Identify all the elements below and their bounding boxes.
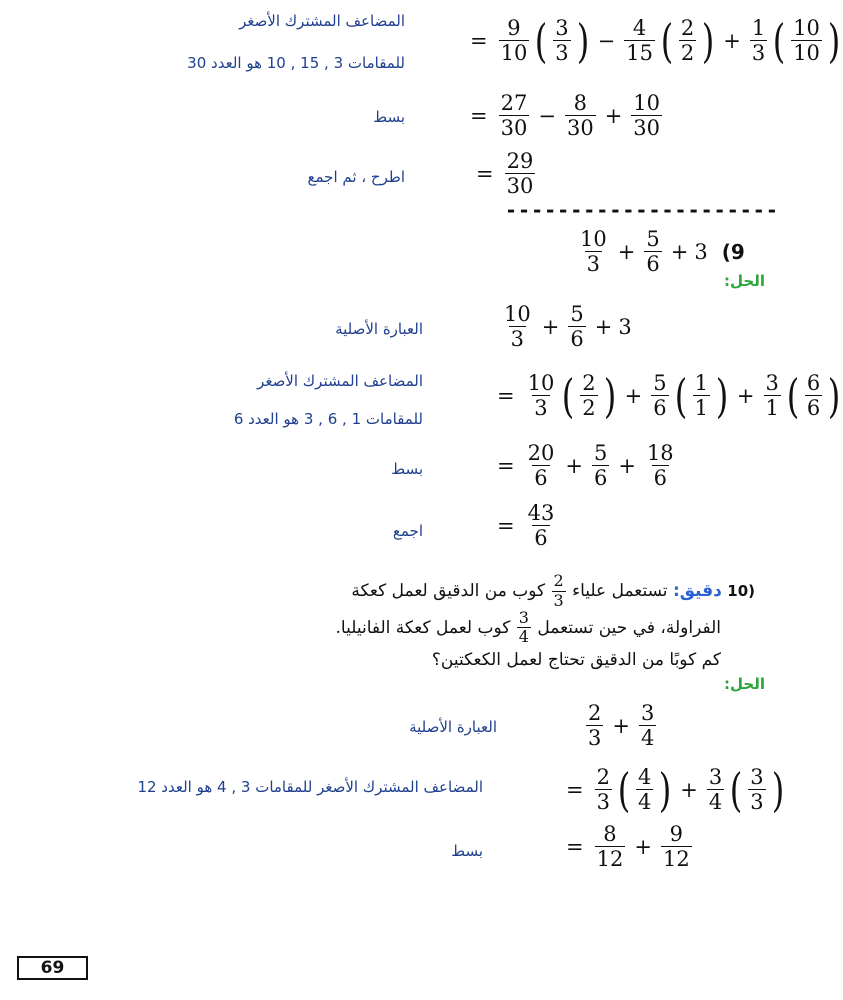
lcm-note-full: المضاعف المشترك الأصغر للمقامات 3 , 4 هو العدد 12 — [137, 778, 483, 796]
parenthesized-fraction: ( $\frac{3}{3}$ ) — [729, 762, 784, 817]
parenthesized-fraction: ( $\frac{3}{3}$ ) — [535, 13, 589, 68]
lcm-note-detail: للمقامات 3 , 15 , 10 هو العدد 30 — [187, 54, 405, 72]
fraction: $\frac{2}{3}$ — [588, 701, 602, 751]
operator: + — [618, 453, 636, 478]
add-note: اجمع — [392, 522, 423, 540]
lcm-note-title: المضاعف المشترك الأصغر — [257, 372, 423, 390]
fraction: $\frac{5}{6}$ — [593, 441, 608, 491]
fraction: $\frac{5}{6}$ — [653, 371, 667, 421]
lcm-note-title: المضاعف المشترك الأصغر — [239, 12, 405, 30]
problem10-solution-label: الحل: — [724, 675, 765, 693]
expr-simplified — [470, 92, 665, 139]
simplify-note: بسط — [451, 842, 483, 860]
fraction: $\frac{4}{15}$ — [626, 16, 653, 66]
multiplier-fraction: $\frac{3}{3}$ — [750, 765, 764, 815]
problem9-step2 — [497, 368, 843, 423]
fraction: $\frac{10}{3}$ — [527, 371, 555, 421]
operator: + — [680, 777, 698, 802]
operator: + — [624, 383, 643, 408]
fraction: $\frac{9}{12}$ — [662, 822, 690, 872]
multiplier-fraction: $\frac{2}{2}$ — [680, 16, 695, 66]
fraction: $\frac{8}{12}$ — [596, 822, 624, 872]
fraction: $\frac{8}{30}$ — [566, 91, 594, 141]
parenthesized-fraction: ( $\frac{1}{1}$ ) — [674, 368, 729, 423]
equals-sign: = — [566, 777, 584, 802]
fraction: $\frac{3}{4}$ — [640, 701, 655, 751]
fraction: $\frac{10}{30}$ — [633, 91, 661, 141]
problem9-statement: $\frac{10}{3}$ + $\frac{5}{6}$ + 3 (9 — [580, 227, 745, 277]
fraction: $\frac{27}{30}$ — [500, 91, 528, 141]
equals-sign: = — [566, 834, 584, 859]
problem10-line2: الفراولة، في حين تستعمل $\frac{3}{4}$ كوب لعمل كعكة الفانيليا. — [335, 607, 721, 647]
problem9-result: = $\frac{43}{6}$ — [497, 501, 555, 551]
fraction-three-quarters: $\frac{3}{4}$ — [518, 607, 529, 647]
operator: + — [634, 834, 652, 859]
parenthesized-fraction: ( $\frac{2}{2}$ ) — [562, 368, 616, 423]
problem10-step2 — [566, 762, 787, 817]
original-expression-note: العبارة الأصلية — [409, 718, 497, 736]
operator: − — [597, 28, 616, 53]
expr-result-29-30: = $\frac{29}{30}$ — [476, 149, 534, 199]
fraction: $\frac{5}{6}$ — [570, 302, 584, 352]
expr-lcm-multiplied — [470, 13, 843, 68]
fraction-result: $\frac{43}{6}$ — [527, 501, 555, 551]
problem10-line3: كم كوبًا من الدقيق تحتاج لعمل الكعكتين؟ — [431, 650, 721, 671]
operator: − — [538, 103, 556, 128]
fraction-result: $\frac{29}{30}$ — [506, 149, 534, 199]
simplify-note: بسط — [373, 108, 405, 126]
page-number: 69 — [17, 956, 88, 980]
parenthesized-fraction: ( $\frac{2}{2}$ ) — [660, 13, 715, 68]
operator: + — [723, 28, 741, 53]
problem9-number: (9 — [721, 239, 745, 264]
multiplier-fraction: $\frac{2}{2}$ — [582, 371, 596, 421]
equals-sign: = — [470, 28, 488, 53]
multiplier-fraction: $\frac{6}{6}$ — [806, 371, 821, 421]
problem10-step1: $\frac{2}{3}$ + $\frac{3}{4}$ — [588, 701, 655, 751]
fraction: $\frac{20}{6}$ — [527, 441, 555, 491]
multiplier-fraction: $\frac{1}{1}$ — [694, 371, 708, 421]
lcm-note-detail: للمقامات 1 , 6 , 3 هو العدد 6 — [233, 410, 423, 428]
problem10-step3 — [566, 823, 695, 870]
fraction: $\frac{3}{1}$ — [765, 371, 779, 421]
equals-sign: = — [470, 103, 488, 128]
problem9-step3 — [497, 442, 679, 489]
problem10-number: 10) — [727, 581, 755, 600]
section-divider: --------------------- — [505, 198, 779, 222]
problem9-solution-label: الحل: — [724, 272, 765, 290]
operator: + — [604, 103, 623, 128]
problem10-keyword: دقيق: — [672, 580, 722, 601]
multiplier-fraction: $\frac{3}{3}$ — [555, 16, 569, 66]
fraction: $\frac{10}{3}$ — [504, 302, 531, 352]
fraction: $\frac{18}{6}$ — [646, 441, 674, 491]
fraction: $\frac{5}{6}$ — [646, 227, 660, 277]
subtract-add-note: اطرح ، ثم اجمع — [307, 168, 405, 186]
fraction: $\frac{9}{10}$ — [500, 16, 528, 66]
multiplier-fraction: $\frac{4}{4}$ — [637, 765, 652, 815]
parenthesized-fraction: ( $\frac{4}{4}$ ) — [617, 762, 672, 817]
problem10-statement — [195, 573, 755, 675]
multiplier-fraction: $\frac{10}{10}$ — [793, 16, 820, 66]
operator: + — [736, 383, 755, 408]
simplify-note: بسط — [391, 460, 423, 478]
problem10-line1: 10) دقيق: تستعمل علياء $\frac{2}{3}$ كوب من الدقيق لعمل كعكة — [351, 571, 755, 610]
parenthesized-fraction: ( $\frac{6}{6}$ ) — [786, 368, 841, 423]
fraction: $\frac{3}{4}$ — [708, 765, 723, 815]
original-expression-note: العبارة الأصلية — [335, 320, 423, 338]
parenthesized-fraction: ( $\frac{10}{10}$ ) — [772, 13, 841, 68]
operator: + — [565, 453, 583, 478]
equals-sign: = — [497, 453, 515, 478]
problem9-step1: $\frac{10}{3}$ + $\frac{5}{6}$ + 3 — [504, 302, 632, 352]
equals-sign: = — [497, 383, 515, 408]
fraction: $\frac{2}{3}$ — [596, 765, 610, 815]
fraction-two-thirds: $\frac{2}{3}$ — [553, 571, 564, 610]
fraction: $\frac{10}{3}$ — [580, 227, 607, 277]
fraction: $\frac{1}{3}$ — [751, 16, 766, 66]
